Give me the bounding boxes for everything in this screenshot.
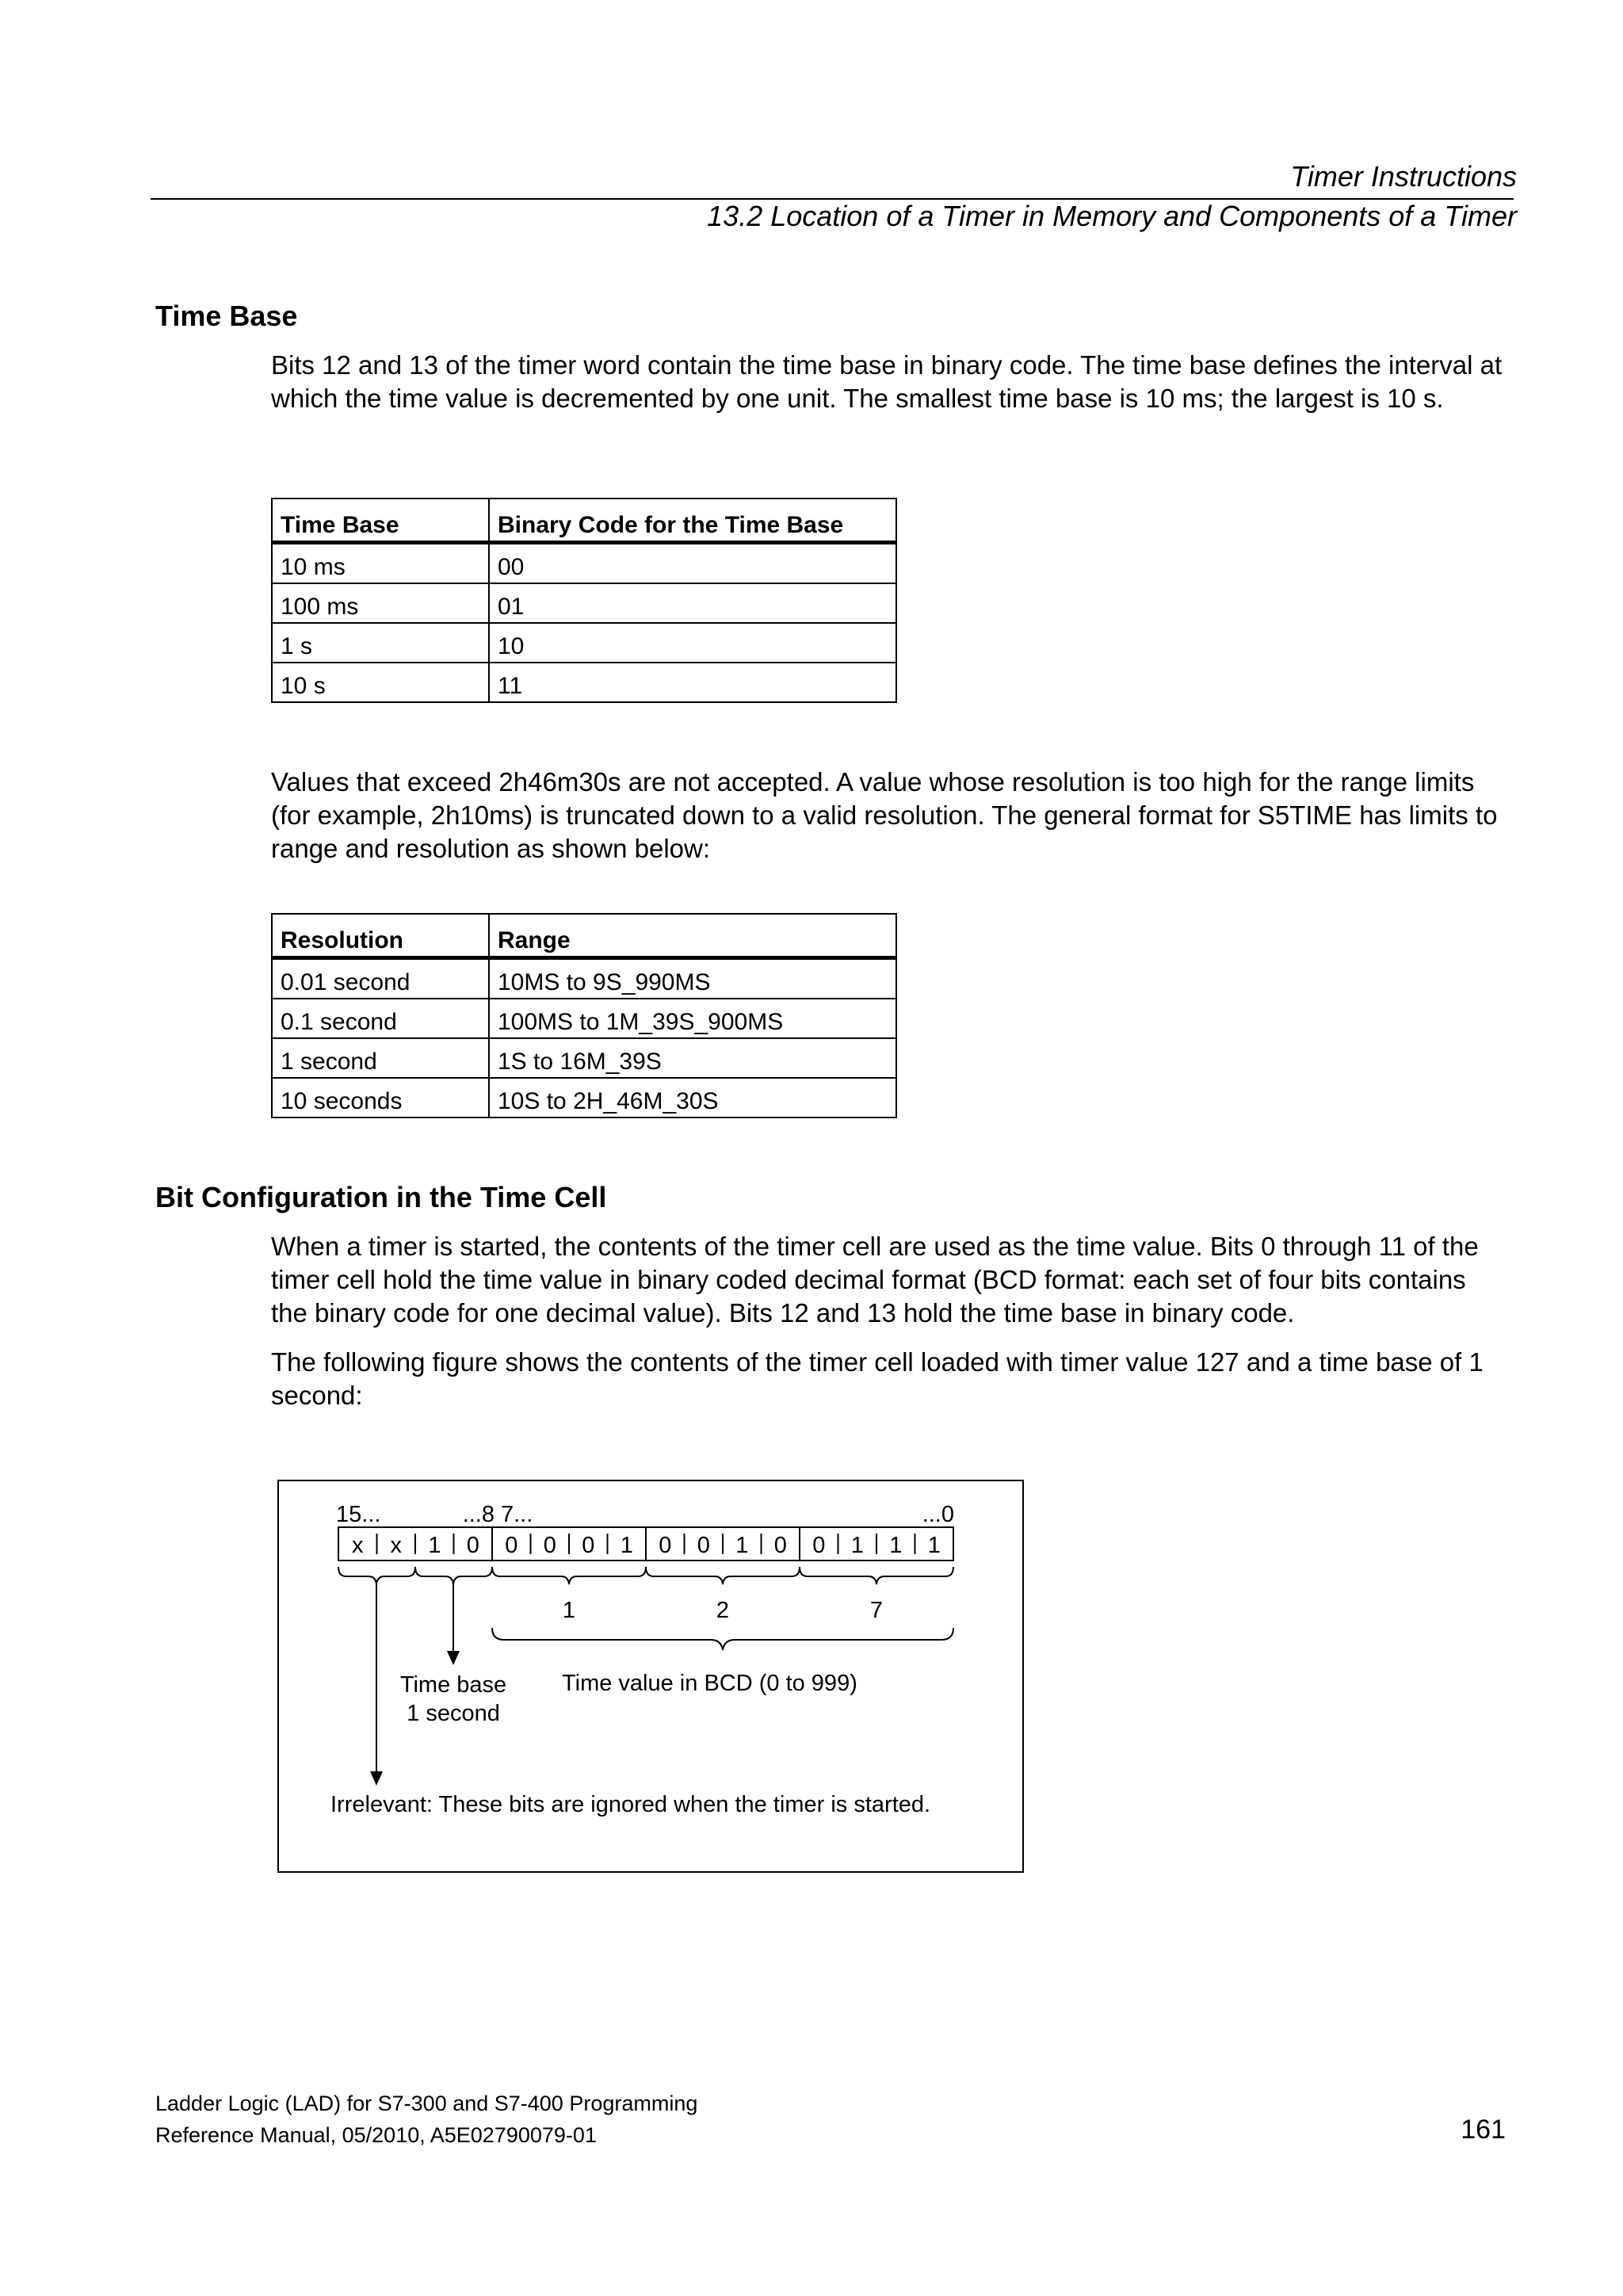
bit-value: 0 [697, 1533, 710, 1558]
bit-value: 0 [773, 1533, 787, 1558]
brace-time-base [415, 1567, 492, 1584]
table-cell: 1S to 16M_39S [489, 1038, 896, 1078]
time-base-label: Time base [399, 1672, 507, 1698]
timer-cell-figure [277, 1480, 1024, 1873]
bit-config-para-1: When a timer is started, the contents of the timer cell are used as the time value. Bits 0 through 11 of the timer cell hold the time value in binary coded decimal format (BCD format: each set of four bits contains the binary code for one decimal value). Bits 12 and 13 hold the time base in binary code. [271, 1232, 1479, 1328]
table-cell: 0.1 second [272, 999, 489, 1038]
brace-irrelevant [338, 1567, 415, 1584]
table-cell: 1 s [272, 623, 489, 663]
table-row [272, 1038, 896, 1078]
table-row [272, 623, 896, 663]
bit-index-label-15: 15... [336, 1502, 381, 1527]
irrelevant-arrow-head [370, 1771, 383, 1786]
footer-title: Ladder Logic (LAD) for S7-300 and S7-400 Programming [155, 2092, 698, 2115]
group-braces [338, 1567, 953, 1650]
brace-digit-2 [646, 1567, 800, 1584]
bit-index-label-8: ...8 [462, 1502, 495, 1527]
resolution-range-table [271, 913, 897, 1118]
time-base-heading: Time Base [155, 300, 298, 332]
time-base-value-label: 1 second [407, 1701, 500, 1726]
table-cell: 11 [489, 663, 896, 702]
bit-value: 0 [659, 1533, 672, 1558]
table-row [272, 1078, 896, 1117]
table-header-cell: Time Base [272, 499, 489, 543]
table-cell: 01 [489, 583, 896, 623]
bit-value: 1 [428, 1533, 441, 1558]
table-header-row [272, 499, 896, 543]
timer-cell-diagram [279, 1481, 1022, 1871]
bit-value: x [352, 1533, 364, 1558]
bit-value: 1 [927, 1533, 941, 1558]
irrelevant-bits-label: Irrelevant: These bits are ignored when the timer is started. [330, 1792, 931, 1817]
bit-value: 0 [812, 1533, 826, 1558]
bcd-digit-tens: 2 [716, 1598, 730, 1623]
bcd-value-label: Time value in BCD (0 to 999) [562, 1671, 857, 1696]
table-cell: 00 [489, 543, 896, 584]
table-header-cell: Binary Code for the Time Base [489, 499, 896, 543]
bit-value: 1 [850, 1533, 864, 1558]
table-header-cell: Range [489, 914, 896, 958]
bit-config-heading: Bit Configuration in the Time Cell [155, 1181, 607, 1213]
bit-value: 0 [466, 1533, 479, 1558]
table-cell: 10MS to 9S_990MS [489, 958, 896, 999]
table-row [272, 663, 896, 702]
table-cell: 10S to 2H_46M_30S [489, 1078, 896, 1117]
bit-value: 1 [735, 1533, 749, 1558]
bit-config-para-2: The following figure shows the contents of the timer cell loaded with timer value 127 and a time base of 1 second: [271, 1347, 1484, 1410]
running-header-section: 13.2 Location of a Timer in Memory and Components of a Timer [707, 200, 1517, 232]
brace-digit-7 [800, 1567, 953, 1584]
table-cell: 0.01 second [272, 958, 489, 999]
table-header-cell: Resolution [272, 914, 489, 958]
table-cell: 10 [489, 623, 896, 663]
bit-value: 1 [620, 1533, 633, 1558]
range-limits-text: Values that exceed 2h46m30s are not accepted. A value whose resolution is too high for the range limits (for example, 2h10ms) is truncated down to a valid resolution. The general format for S5TIME has limits to range and resolution as shown below: [271, 767, 1498, 863]
table-cell: 100 ms [272, 583, 489, 623]
bit-value: 0 [582, 1533, 595, 1558]
time-base-table [271, 498, 897, 703]
time-base-intro: Bits 12 and 13 of the timer word contain the time base in binary code. The time base defines the interval at which the time value is decremented by one unit. The smallest time base is 10 ms; the largest is 10 s. [271, 350, 1503, 413]
table-row [272, 543, 896, 584]
bcd-digit-units: 7 [869, 1598, 884, 1623]
brace-bcd-value [492, 1628, 953, 1650]
page-number: 161 [1461, 2115, 1506, 2145]
table-row [272, 999, 896, 1038]
table-cell: 100MS to 1M_39S_900MS [489, 999, 896, 1038]
bit-index-label-7: 7... [501, 1502, 533, 1527]
table-cell: 1 second [272, 1038, 489, 1078]
bit-value: 0 [505, 1533, 518, 1558]
brace-digit-1 [492, 1567, 646, 1584]
table-cell: 10 seconds [272, 1078, 489, 1117]
bit-value: 0 [543, 1533, 556, 1558]
table-cell: 10 s [272, 663, 489, 702]
table-row [272, 958, 896, 999]
bcd-digit-hundreds: 1 [562, 1598, 576, 1623]
footer-reference: Reference Manual, 05/2010, A5E02790079-01 [155, 2123, 597, 2147]
running-header-chapter: Timer Instructions [1290, 160, 1517, 193]
table-cell: 10 ms [272, 543, 489, 584]
table-row [272, 583, 896, 623]
bit-index-label-0: ...0 [922, 1502, 954, 1527]
bit-value: 1 [889, 1533, 903, 1558]
time-base-arrow-head [447, 1651, 460, 1665]
bit-value: x [390, 1533, 403, 1558]
table-header-row [272, 914, 896, 958]
